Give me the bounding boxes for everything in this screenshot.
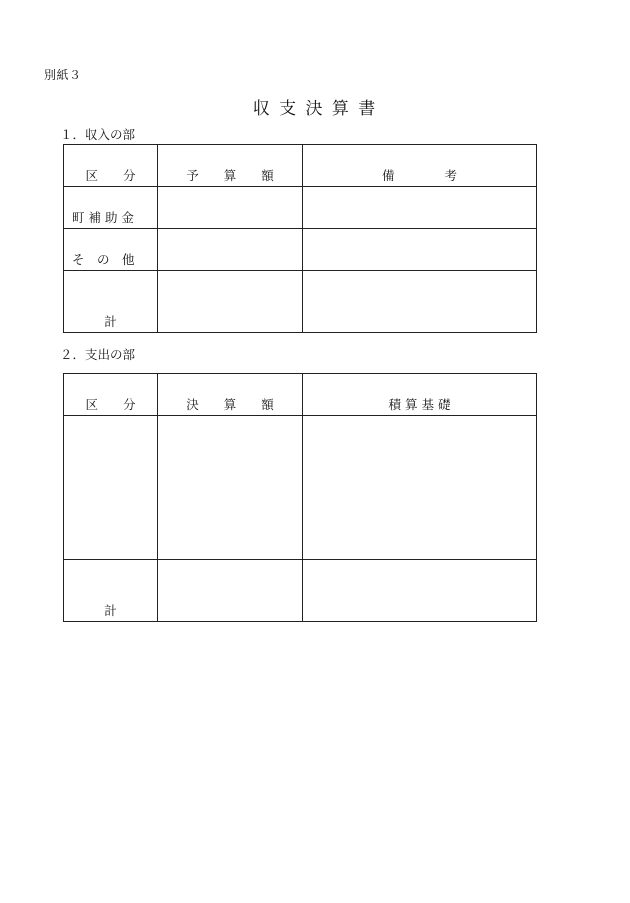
expense-total-label: 計	[64, 560, 158, 622]
income-row-label: そ の 他	[64, 229, 158, 271]
income-section-heading: １．収入の部	[60, 127, 136, 142]
expense-table	[63, 373, 537, 622]
income-total-note-cell[interactable]	[303, 271, 537, 333]
expense-total-basis-cell[interactable]	[303, 560, 537, 622]
expense-header-basis: 積 算 基 礎	[303, 374, 537, 416]
income-total-row	[64, 271, 537, 333]
income-row-amount-cell[interactable]	[158, 229, 303, 271]
income-table	[63, 144, 537, 333]
income-total-amount-cell[interactable]	[158, 271, 303, 333]
income-header-category: 区 分	[64, 145, 158, 187]
expense-header-row	[64, 374, 537, 416]
expense-section-heading: ２．支出の部	[60, 347, 136, 362]
expense-header-settlement: 決 算 額	[158, 374, 303, 416]
income-row-amount-cell[interactable]	[158, 187, 303, 229]
income-row-town-subsidy	[64, 187, 537, 229]
income-row-other	[64, 229, 537, 271]
expense-header-category: 区 分	[64, 374, 158, 416]
expense-total-amount-cell[interactable]	[158, 560, 303, 622]
income-header-remarks: 備 考	[303, 145, 537, 187]
income-header-row	[64, 145, 537, 187]
expense-row	[64, 416, 537, 560]
document-title: 収 支 決 算 書	[252, 99, 378, 119]
expense-row-basis-cell[interactable]	[303, 416, 537, 560]
expense-row-category-cell[interactable]	[64, 416, 158, 560]
expense-total-row	[64, 560, 537, 622]
income-total-label: 計	[64, 271, 158, 333]
attachment-label: 別紙３	[44, 68, 82, 82]
expense-row-amount-cell[interactable]	[158, 416, 303, 560]
income-row-note-cell[interactable]	[303, 229, 537, 271]
income-row-note-cell[interactable]	[303, 187, 537, 229]
income-header-budget: 予 算 額	[158, 145, 303, 187]
income-row-label: 町 補 助 金	[64, 187, 158, 229]
